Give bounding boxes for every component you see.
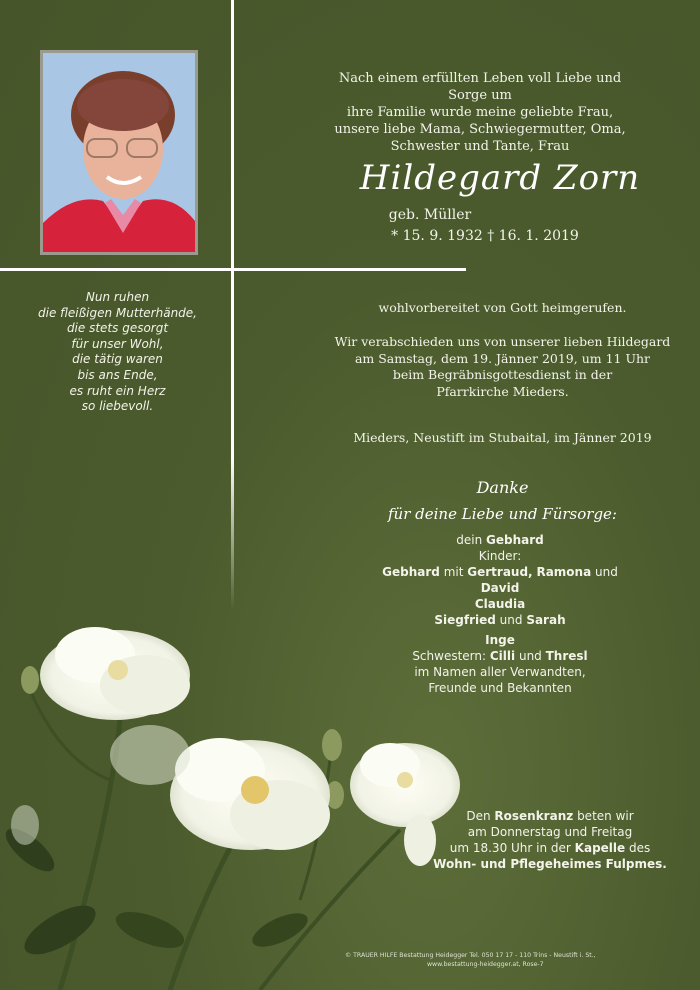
cross-horizontal-line	[0, 268, 466, 271]
footer-website: www.bestattung-heidegger.at, Rose-7	[427, 961, 544, 968]
maiden-name: geb. Müller	[388, 207, 472, 223]
care-home-name: Wohn- und Pflegeheimes Fulpmes.	[433, 857, 667, 871]
text: des	[629, 841, 651, 855]
friends-line: Freunde und Bekannten	[428, 681, 572, 695]
children-label: Kinder:	[478, 549, 522, 563]
rosary-line: am Donnerstag und Freitag	[467, 825, 633, 839]
intro-text	[330, 70, 630, 155]
intro-line: unsere liebe Mama, Schwiegermutter, Oma,	[334, 122, 626, 137]
kapelle-label: Kapelle	[574, 841, 626, 855]
grandchild-name: Sarah	[526, 613, 566, 627]
poem-line: es ruht ein Herz	[69, 383, 166, 398]
portrait-illustration	[43, 53, 195, 252]
spouse-name: Gertraud,	[467, 565, 533, 579]
portrait-photo	[43, 53, 195, 252]
sister-name: Thresl	[545, 649, 588, 663]
footer-line: © TRAUER HILFE Bestattung Heidegger Tel. 050 17 17 - 110 Trins - Neustift i. St.,	[345, 952, 596, 959]
text: um 18.30 Uhr in der	[449, 841, 571, 855]
thanks-heading: Danke	[476, 478, 529, 497]
grandchild-name: Ramona	[536, 565, 592, 579]
siblings-label: Schwestern:	[412, 649, 487, 663]
rosenkranz-label: Rosenkranz	[494, 809, 574, 823]
poem-line: bis ans Ende,	[77, 367, 158, 382]
text: und	[499, 613, 523, 627]
text: mit	[443, 565, 464, 579]
poem-line: Nun ruhen	[85, 290, 150, 304]
poem-line: die stets gesorgt	[66, 321, 169, 336]
farewell-text	[330, 334, 675, 400]
child-name: Siegfried	[434, 613, 496, 627]
cross-vertical-line	[231, 0, 234, 610]
family-husband-line	[370, 532, 630, 548]
farewell-line: beim Begräbnisgottesdienst in der	[392, 367, 613, 382]
poem-line: für unser Wohl,	[71, 336, 164, 351]
portrait-frame	[40, 50, 198, 255]
intro-line: ihre Familie wurde meine geliebte Frau,	[346, 105, 614, 120]
child-name: Gebhard	[382, 565, 440, 579]
poem-line: die tätig waren	[72, 352, 163, 367]
thanks-subheading: für deine Liebe und Fürsorge:	[388, 505, 617, 523]
farewell-line: am Samstag, dem 19. Jänner 2019, um 11 Uhr	[354, 350, 651, 366]
birth-death-dates: * 15. 9. 1932 † 16. 1. 2019	[391, 228, 579, 244]
called-home-text: wohlvorbereitet von Gott heimgerufen.	[378, 300, 627, 315]
text: beten wir	[577, 809, 634, 823]
text: und	[518, 649, 542, 663]
rose-center	[170, 738, 330, 850]
rose-top-left	[40, 627, 190, 720]
poem-line: so liebevoll.	[81, 399, 154, 414]
text: und	[595, 565, 618, 579]
child-name: Claudia	[474, 597, 526, 611]
text: dein	[456, 533, 483, 547]
footer-credits	[345, 951, 685, 969]
husband-name: Gebhard	[486, 533, 544, 547]
farewell-line: Wir verabschieden uns von unserer lieben Hildegard	[334, 334, 671, 349]
poem-line: die fleißigen Mutterhände,	[38, 305, 197, 320]
family-child1-line	[370, 564, 630, 596]
deceased-name: Hildegard Zorn	[359, 158, 641, 198]
child-name: Inge	[485, 633, 515, 647]
intro-line: Schwester und Tante, Frau	[390, 139, 570, 154]
farewell-line: Pfarrkirche Mieders.	[436, 383, 569, 399]
relatives-line: im Namen aller Verwandten,	[414, 665, 586, 679]
text: Den	[466, 809, 491, 823]
intro-line: Nach einem erfüllten Leben voll Liebe und Sorge um	[338, 71, 622, 103]
grandchild-name: David	[480, 581, 520, 595]
rosary-notice	[430, 808, 670, 872]
place-date: Mieders, Neustift im Stubaital, im Jänner 2019	[353, 430, 652, 445]
sister-name: Cilli	[489, 649, 516, 663]
white-roses-image	[0, 600, 480, 990]
poem	[20, 290, 215, 415]
